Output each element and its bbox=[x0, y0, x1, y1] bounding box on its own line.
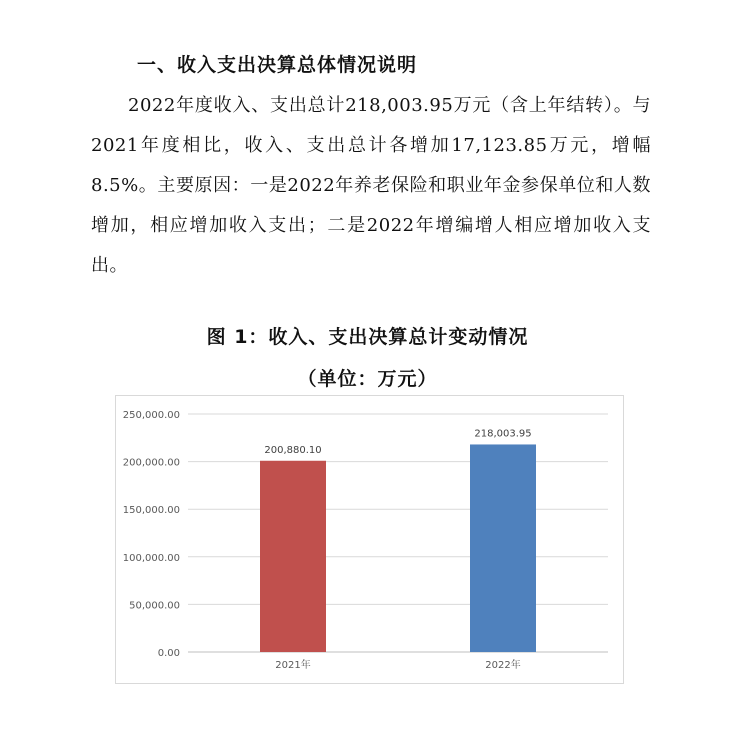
y-tick-label: 50,000.00 bbox=[129, 600, 180, 612]
figure-title: 图 1：收入、支出决算总计变动情况 bbox=[206, 326, 529, 348]
figure-unit: （单位：万元） bbox=[297, 368, 438, 390]
data-label: 200,880.10 bbox=[264, 444, 322, 456]
x-tick-label: 2021年 bbox=[275, 660, 311, 671]
section-heading: 一、收入支出决算总体情况说明 bbox=[137, 54, 418, 76]
data-label: 218,003.95 bbox=[474, 428, 532, 440]
y-tick-label: 250,000.00 bbox=[122, 410, 180, 421]
summary-paragraph: 2022年度收入、支出总计218,003.95万元（含上年结转）。与2021年度相比，收入、支出总计各增加17,123.85万元，增幅8.5%。主要原因：一是2022年养老保险和职业年金参保单位和人数增加，相应增加收入支出；二是2022年增编增人相应增加收入支出。 bbox=[91, 95, 651, 276]
chart-svg bbox=[116, 396, 623, 683]
y-tick-label: 0.00 bbox=[157, 648, 180, 659]
y-tick-label: 150,000.00 bbox=[122, 505, 180, 517]
y-tick-label: 100,000.00 bbox=[122, 552, 180, 564]
bar-chart bbox=[115, 395, 624, 684]
y-tick-label: 200,000.00 bbox=[122, 457, 180, 469]
bar bbox=[260, 461, 326, 652]
bar bbox=[470, 444, 536, 652]
x-tick-label: 2022年 bbox=[485, 660, 521, 671]
